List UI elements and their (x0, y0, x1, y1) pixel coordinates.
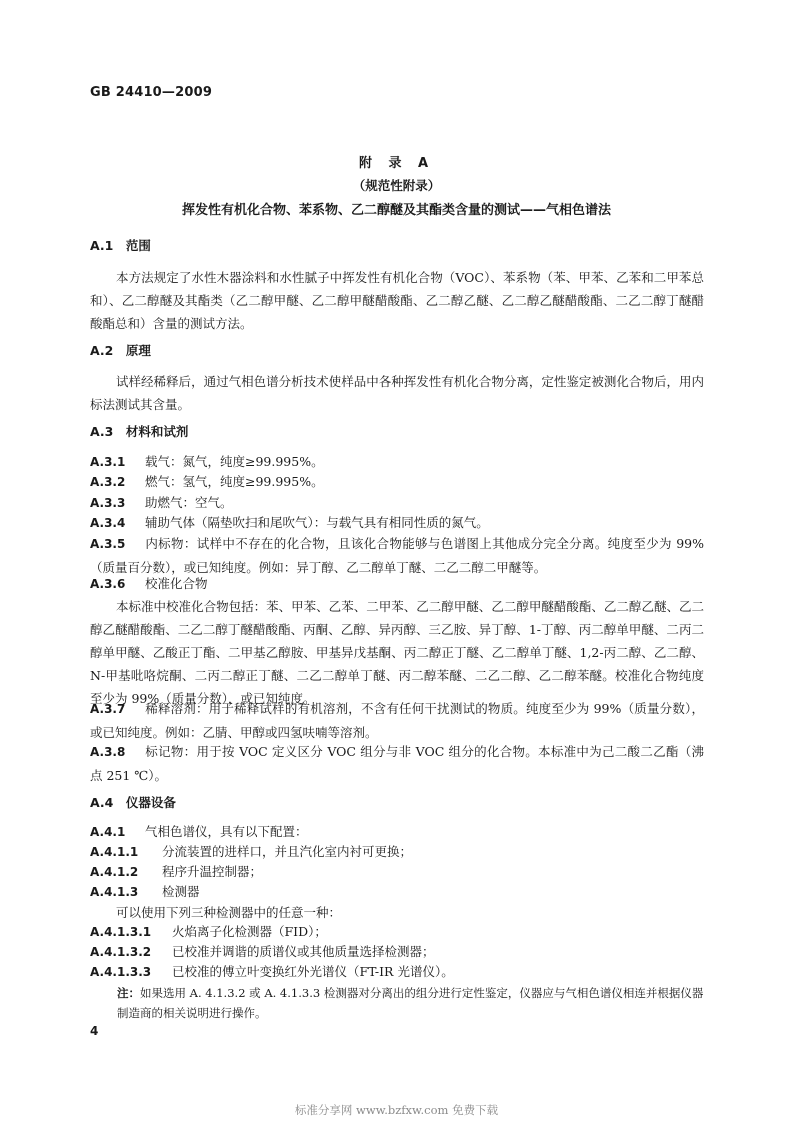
item-text: 内标物：试样中不存在的化合物，且该化合物能够与色谱图上其他成分完全分离。纯度至少为 99%（质量百分数），或已知纯度。例如：异丁醇、乙二醇单丁醚、二乙二醇二甲醚等。 (90, 536, 704, 575)
item-text: 程序升温控制器； (162, 864, 263, 879)
appendix-title: 附 录 A (358, 156, 435, 171)
item-number: A.4.1.3 (90, 885, 139, 899)
item-number: A.4.1.1 (90, 845, 139, 859)
item-text: 气相色谱仪，具有以下配置： (145, 824, 308, 839)
item-a3-8 (90, 740, 704, 787)
item-text: 已校准的傅立叶变换红外光谱仪（FT-IR 光谱仪）。 (172, 964, 454, 979)
item-text: 标记物：用于按 VOC 定义区分 VOC 组分与非 VOC 组分的化合物。本标准中为己二酸二乙酯（沸点 251 ℃）。 (90, 744, 704, 783)
item-text: 稀释溶剂：用于稀释试样的有机溶剂，不含有任何干扰测试的物质。纯度至少为 99%（质量分数），或已知纯度。例如：乙腈、甲醇或四氢呋喃等溶剂。 (90, 701, 704, 740)
item-text: 火焰离子化检测器（FID）； (172, 924, 327, 939)
note (117, 983, 707, 1023)
item-number: A.3.4 (90, 516, 126, 530)
note-label: 注： (117, 986, 140, 1000)
item-number: A.4.1.3.3 (90, 965, 152, 979)
section-a4-heading: A.4 仪器设备 (90, 795, 176, 810)
item-a4-1-3-2 (90, 942, 710, 962)
item-number: A.3.2 (90, 475, 126, 489)
item-a3-5 (90, 532, 704, 579)
item-a4-1-2 (90, 862, 710, 882)
item-text: 分流装置的进样口，并且汽化室内衬可更换； (162, 844, 413, 859)
section-a1-heading: A.1 范围 (90, 238, 151, 253)
section-a3-heading: A.3 材料和试剂 (90, 424, 189, 439)
item-text: 助燃气：空气。 (145, 495, 233, 510)
footer-watermark: 标准分享网 www.bzfxw.com 免费下载 (294, 1103, 499, 1117)
item-number: A.4.1.3.2 (90, 945, 152, 959)
item-a3-1 (90, 452, 710, 472)
item-number: A.3.8 (90, 745, 126, 759)
item-text: 载气：氮气，纯度≥99.995%。 (145, 454, 324, 469)
item-number: A.3.6 (90, 577, 126, 591)
item-a3-6 (90, 574, 710, 594)
item-number: A.4.1.3.1 (90, 925, 152, 939)
item-text: 校准化合物 (145, 576, 208, 591)
standard-number: GB 24410—2009 (90, 85, 213, 100)
appendix-type: （规范性附录） (352, 178, 441, 193)
item-text: 检测器 (162, 884, 200, 899)
item-a4-1 (90, 822, 710, 842)
section-a1-text: 本方法规定了水性木器涂料和水性腻子中挥发性有机化合物（VOC）、苯系物（苯、甲苯、乙苯和二甲苯总和）、乙二醇醚及其酯类（乙二醇甲醚、乙二醇甲醚醋酸酯、乙二醇乙醚、乙二醇乙醚醋酸酯、二乙二醇丁醚醋酸酯总和）含量的测试方法。 (90, 270, 704, 331)
item-a3-7 (90, 697, 704, 744)
appendix-main-title: 挥发性有机化合物、苯系物、乙二醇醚及其酯类含量的测试——气相色谱法 (181, 203, 611, 218)
item-number: A.3.5 (90, 537, 126, 551)
item-number: A.4.1 (90, 825, 126, 839)
section-a2-text: 试样经稀释后，通过气相色谱分析技术使样品中各种挥发性有机化合物分离，定性鉴定被测化合物后，用内标法测试其含量。 (90, 374, 704, 412)
item-number: A.3.7 (90, 702, 126, 716)
item-a4-1-3-3 (90, 962, 710, 982)
page-number: 4 (90, 1024, 99, 1038)
item-text: 辅助气体（隔垫吹扫和尾吹气）：与载气具有相同性质的氮气。 (145, 515, 489, 530)
item-a4-1-3-body: 可以使用下列三种检测器中的任意一种： (116, 905, 342, 920)
note-text: 如果选用 A. 4.1.3.2 或 A. 4.1.3.3 检测器对分离出的组分进行定性鉴定，仪器应与气相色谱仪相连并根据仪器制造商的相关说明进行操作。 (117, 986, 704, 1020)
item-number: A.4.1.2 (90, 865, 139, 879)
item-a4-1-3 (90, 882, 710, 902)
item-a4-1-1 (90, 842, 710, 862)
item-text: 已校准并调谐的质谱仪或其他质量选择检测器； (172, 944, 435, 959)
item-a3-4 (90, 513, 710, 533)
item-a3-2 (90, 472, 710, 492)
item-a3-3 (90, 493, 710, 513)
item-a4-1-3-1 (90, 922, 710, 942)
item-number: A.3.3 (90, 496, 126, 510)
item-a3-6-body: 本标准中校准化合物包括：苯、甲苯、乙苯、二甲苯、乙二醇甲醚、乙二醇甲醚醋酸酯、乙二醇乙醚、乙二醇乙醚醋酸酯、二乙二醇丁醚醋酸酯、丙酮、乙醇、异丙醇、三乙胺、异丁醇、1-丁醇、丙二醇单甲醚、二丙二醇单甲醚、乙酸正丁酯、二甲基乙醇胺、甲基异戊基酮、丙二醇正丁醚、乙二醇单丁醚、1,2-丙二醇、乙二醇、N-甲基吡咯烷酮、二丙二醇正丁醚、二乙二醇单丁醚、丙二醇苯醚、二乙二醇、乙二醇苯醚。校准化合物纯度至少为 99%（质量分数），或已知纯度。 (90, 599, 704, 706)
item-text: 燃气：氢气，纯度≥99.995%。 (145, 474, 324, 489)
section-a2-heading: A.2 原理 (90, 343, 151, 358)
item-number: A.3.1 (90, 455, 126, 469)
